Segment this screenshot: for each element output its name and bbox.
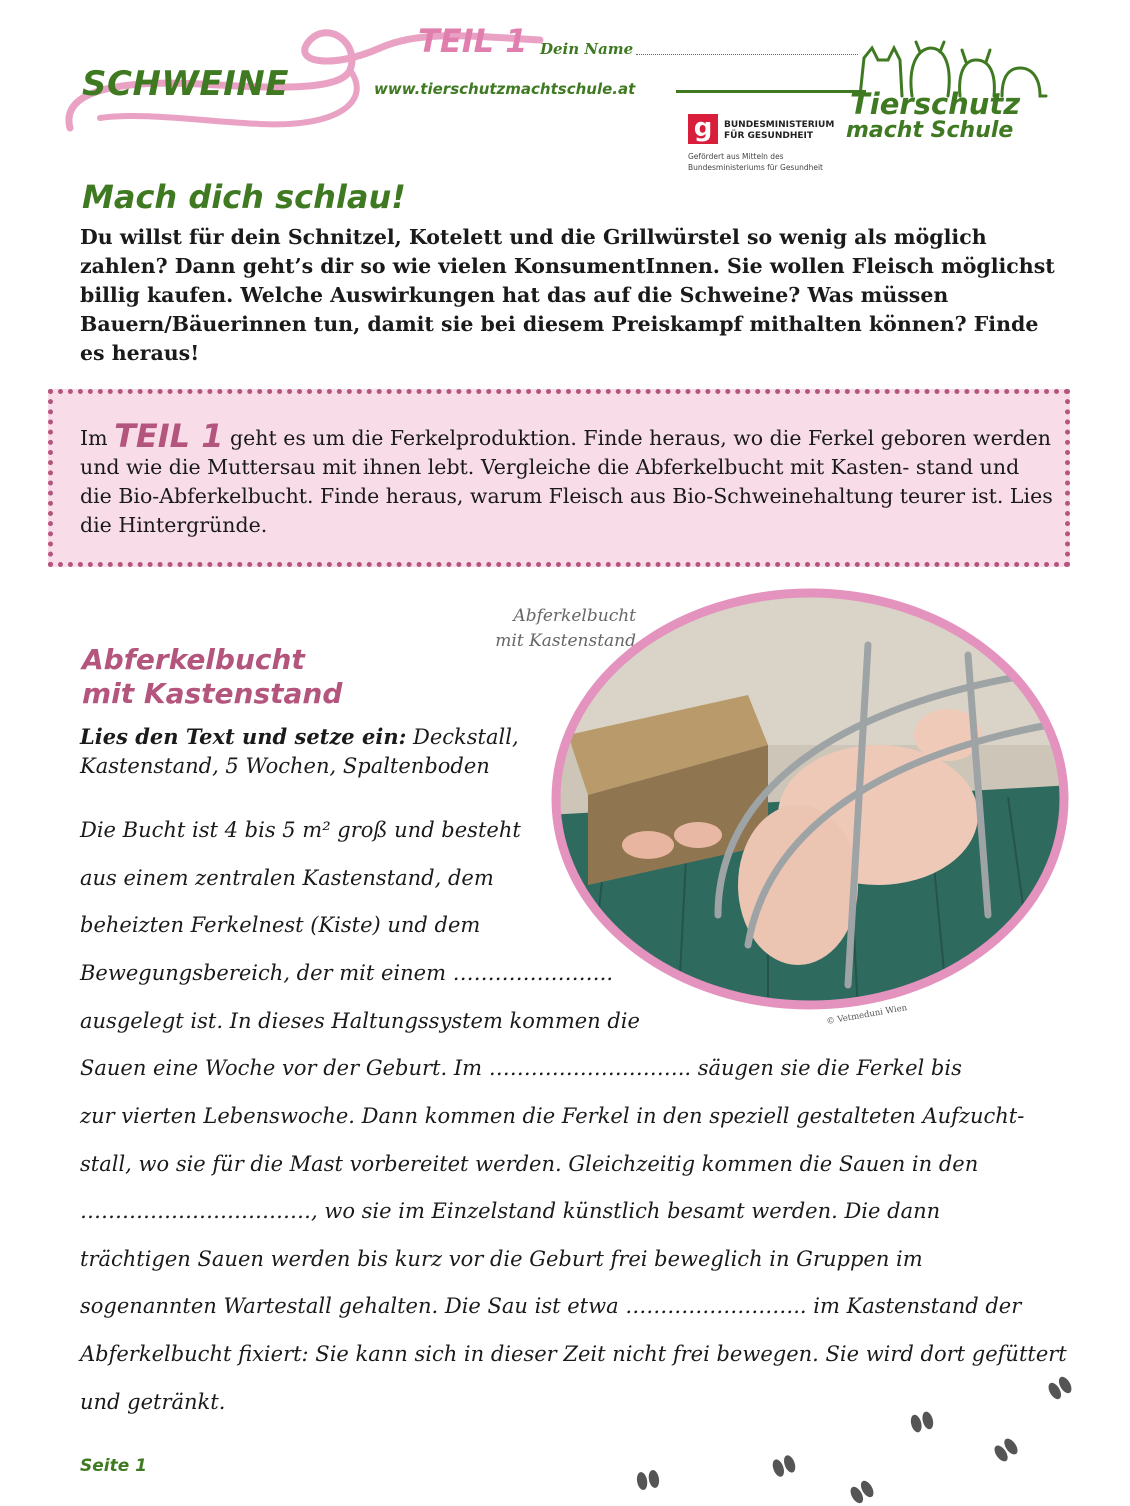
logo-text-macht-schule: macht Schule — [846, 118, 1014, 143]
section-heading — [82, 643, 342, 711]
body-line: beheizten Ferkelnest (Kiste) und dem — [80, 913, 481, 937]
name-field-line[interactable] — [636, 54, 858, 55]
hoof-prints-icon — [600, 1360, 1100, 1506]
section-title: SCHWEINE — [82, 64, 289, 104]
body-line-with-blank[interactable]: sogenannten Wartestall gehalten. Die Sau ist etwa …………………….. im Kastenstand der — [80, 1294, 1022, 1318]
funding-note-line1: Gefördert aus Mitteln des — [688, 152, 784, 161]
ministry-name-line2: FÜR GESUNDHEIT — [724, 131, 814, 141]
header-rule — [676, 90, 866, 93]
instruction-text — [80, 722, 550, 781]
part-title: TEIL 1 — [418, 22, 528, 60]
website-url: www.tierschutzmachtschule.at — [374, 80, 636, 98]
image-credit: © Vetmeduni Wien — [825, 1002, 908, 1028]
page-number: Seite 1 — [80, 1456, 148, 1476]
info-box-prefix: Im — [80, 426, 108, 450]
ministry-logo-icon: g — [688, 114, 718, 144]
body-line: Die Bucht ist 4 bis 5 m² groß und besteht — [80, 818, 521, 842]
body-line: stall, wo sie für die Mast vorbereitet werden. Gleichzeitig kommen die Sauen in den — [80, 1152, 979, 1176]
body-line: Abferkelbucht fixiert: Sie kann sich in dieser Zeit nicht frei bewegen. Sie wird dort gefüttert — [80, 1342, 1067, 1366]
instruction-bold: Lies den Text und setze ein: — [80, 724, 407, 749]
body-line-with-blank[interactable]: ……………………………, wo sie im Einzelstand künstlich besamt werden. Die dann — [80, 1199, 941, 1223]
section-heading-line2: mit Kastenstand — [82, 677, 343, 710]
name-label: Dein Name — [540, 40, 634, 58]
body-line: zur vierten Lebenswoche. Dann kommen die Ferkel in den speziell gestalteten Aufzucht- — [80, 1104, 1025, 1128]
image-caption-line1: Abferkelbucht — [513, 606, 636, 626]
logo-text-tierschutz: Tierschutz — [850, 87, 1021, 121]
info-box-text — [80, 417, 1055, 540]
body-line: trächtigen Sauen werden bis kurz vor die Geburt frei beweglich in Gruppen im — [80, 1247, 923, 1271]
ministry-name-line1: BUNDESMINISTERIUM — [724, 120, 835, 130]
section-heading-line1: Abferkelbucht — [82, 643, 305, 676]
image-caption-line2: mit Kastenstand — [495, 631, 636, 651]
farrowing-crate-photo — [548, 585, 1072, 1013]
intro-text: Du willst für dein Schnitzel, Kotelett und die Grillwürstel so wenig als möglich zahlen? Dann geht’s dir so wie vielen KonsumentInnen. Sie wollen Fleisch möglichst billig kaufen. Welche Auswirkungen hat das auf die Schweine? Was müssen Bauern/Bäuerinnen tun, damit sie bei diesem Preiskampf mithalten können? Finde es heraus! — [80, 225, 1055, 365]
body-line: ausgelegt ist. In dieses Haltungssystem kommen die — [80, 1009, 640, 1033]
body-line: und getränkt. — [80, 1390, 226, 1414]
info-box-part: TEIL 1 — [114, 417, 224, 455]
body-line-with-blank[interactable]: Sauen eine Woche vor der Geburt. Im ……………………….. säugen sie die Ferkel bis — [80, 1056, 962, 1080]
funding-note-line2: Bundesministeriums für Gesundheit — [688, 163, 823, 172]
instruction-words: Deckstall, Kastenstand, 5 Wochen, Spaltenboden — [80, 725, 519, 778]
body-line: aus einem zentralen Kastenstand, dem — [80, 866, 494, 890]
intro-heading: Mach dich schlau! — [82, 178, 406, 216]
info-box-body: geht es um die Ferkelproduktion. Finde heraus, wo die Ferkel geboren werden und wie die Muttersau mit ihnen lebt. Vergleiche die Abferkelbucht mit Kasten- stand und die Bio-Abferkelbucht. Finde heraus, warum Fleisch aus Bio-Schweinehaltung teurer ist. Lies die Hintergründe. — [80, 426, 1053, 537]
body-line-with-blank[interactable]: Bewegungsbereich, der mit einem ………………….. — [80, 961, 614, 985]
